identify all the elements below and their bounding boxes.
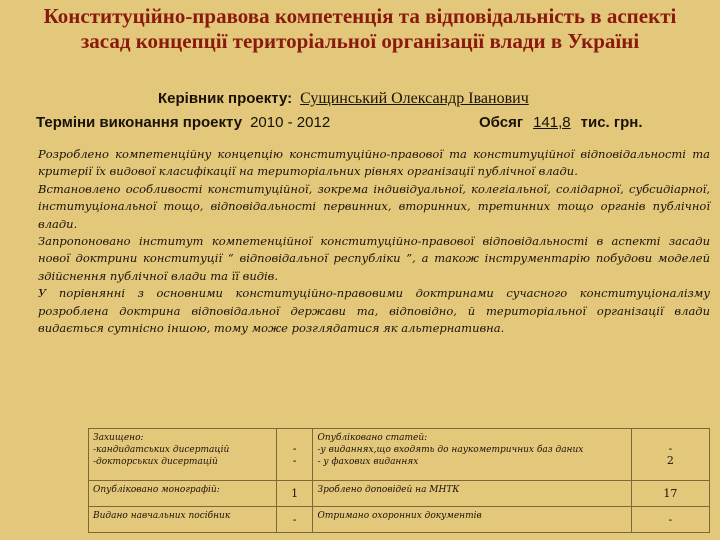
stats-cell-defended xyxy=(89,429,277,481)
terms-label: Терміни виконання проекту xyxy=(36,114,243,131)
patents-label: Отримано охоронних документів xyxy=(313,507,631,533)
articles-scientometric: -у виданнях,що входять до наукометричних баз даних xyxy=(317,445,584,455)
defended-label: Захищено: xyxy=(93,433,144,443)
patents-value: - xyxy=(631,507,709,533)
textbooks-label: Видано навчальних посібник xyxy=(89,507,277,533)
terms-years: 2010 - 2012 xyxy=(250,114,331,131)
textbooks-value: - xyxy=(276,507,313,533)
results-text xyxy=(38,146,710,337)
articles-professional-value: 2 xyxy=(666,453,674,467)
paragraph: Встановлено особливості конституційної, зокрема індивідуальної, колегіальної, солідарної, субсидіарної, інституціональної тощо, відповідальності первинних, вторинних, третинних тощо органів публічної влади. xyxy=(38,181,710,231)
leader-name: Сущинський Олександр Іванович xyxy=(300,90,529,107)
stats-table xyxy=(88,428,710,533)
articles-professional: - у фахових виданнях xyxy=(317,457,419,467)
project-leader xyxy=(158,90,678,108)
articles-label: Опубліковано статей: xyxy=(317,433,428,443)
volume-label: Обсяг xyxy=(479,114,524,131)
stats-cell-articles xyxy=(313,429,631,481)
defended-doctoral: -докторських дисертацій xyxy=(93,457,218,467)
table-row xyxy=(89,507,710,533)
monographs-value: 1 xyxy=(276,481,313,507)
project-terms xyxy=(36,114,706,132)
monographs-label: Опубліковано монографій: xyxy=(89,481,277,507)
stats-cell-defended-values xyxy=(276,429,313,481)
defended-candidate-value: - xyxy=(292,441,297,455)
reports-label: Зроблено доповідей на МНТК xyxy=(313,481,631,507)
volume-value: 141,8 xyxy=(533,114,571,131)
project-volume xyxy=(479,114,643,132)
paragraph: Запропоновано інститут компетенційної конституційно-правової відповідальності в аспекті засади нової доктрини конституції “ відповідальної республіки ”, а також інструментарію побудови моделей здійснення публічної влади та її видів. xyxy=(38,234,710,283)
paragraph: Розроблено компетенційну концепцію конституційно-правової та конституційної відповідальності та критерії їх видової класифікації на територіальних рівнях організації публічної влади. xyxy=(38,147,710,179)
page-title: Конституційно-правова компетенція та відповідальність в аспекті засад концепції територіальної організації влади в Україні xyxy=(43,4,677,53)
table-row xyxy=(89,429,710,481)
defended-doctoral-value: - xyxy=(292,453,297,467)
defended-candidate: -кандидатських дисертацій xyxy=(93,445,230,455)
reports-value: 17 xyxy=(631,481,709,507)
table-row xyxy=(89,481,710,507)
leader-label: Керівник проекту: xyxy=(158,90,293,107)
articles-scientometric-value: - xyxy=(668,441,673,455)
stats-cell-articles-values xyxy=(631,429,709,481)
paragraph: У порівнянні з основними конституційно-правовими доктринами сучасного конституціоналізму розроблена доктрина відповідальної держави та, відповідно, й територіальної організації влади видається сутнісно іншою, тому може розглядатися як альтернативна. xyxy=(38,286,710,336)
volume-unit: тис. грн. xyxy=(580,114,643,131)
